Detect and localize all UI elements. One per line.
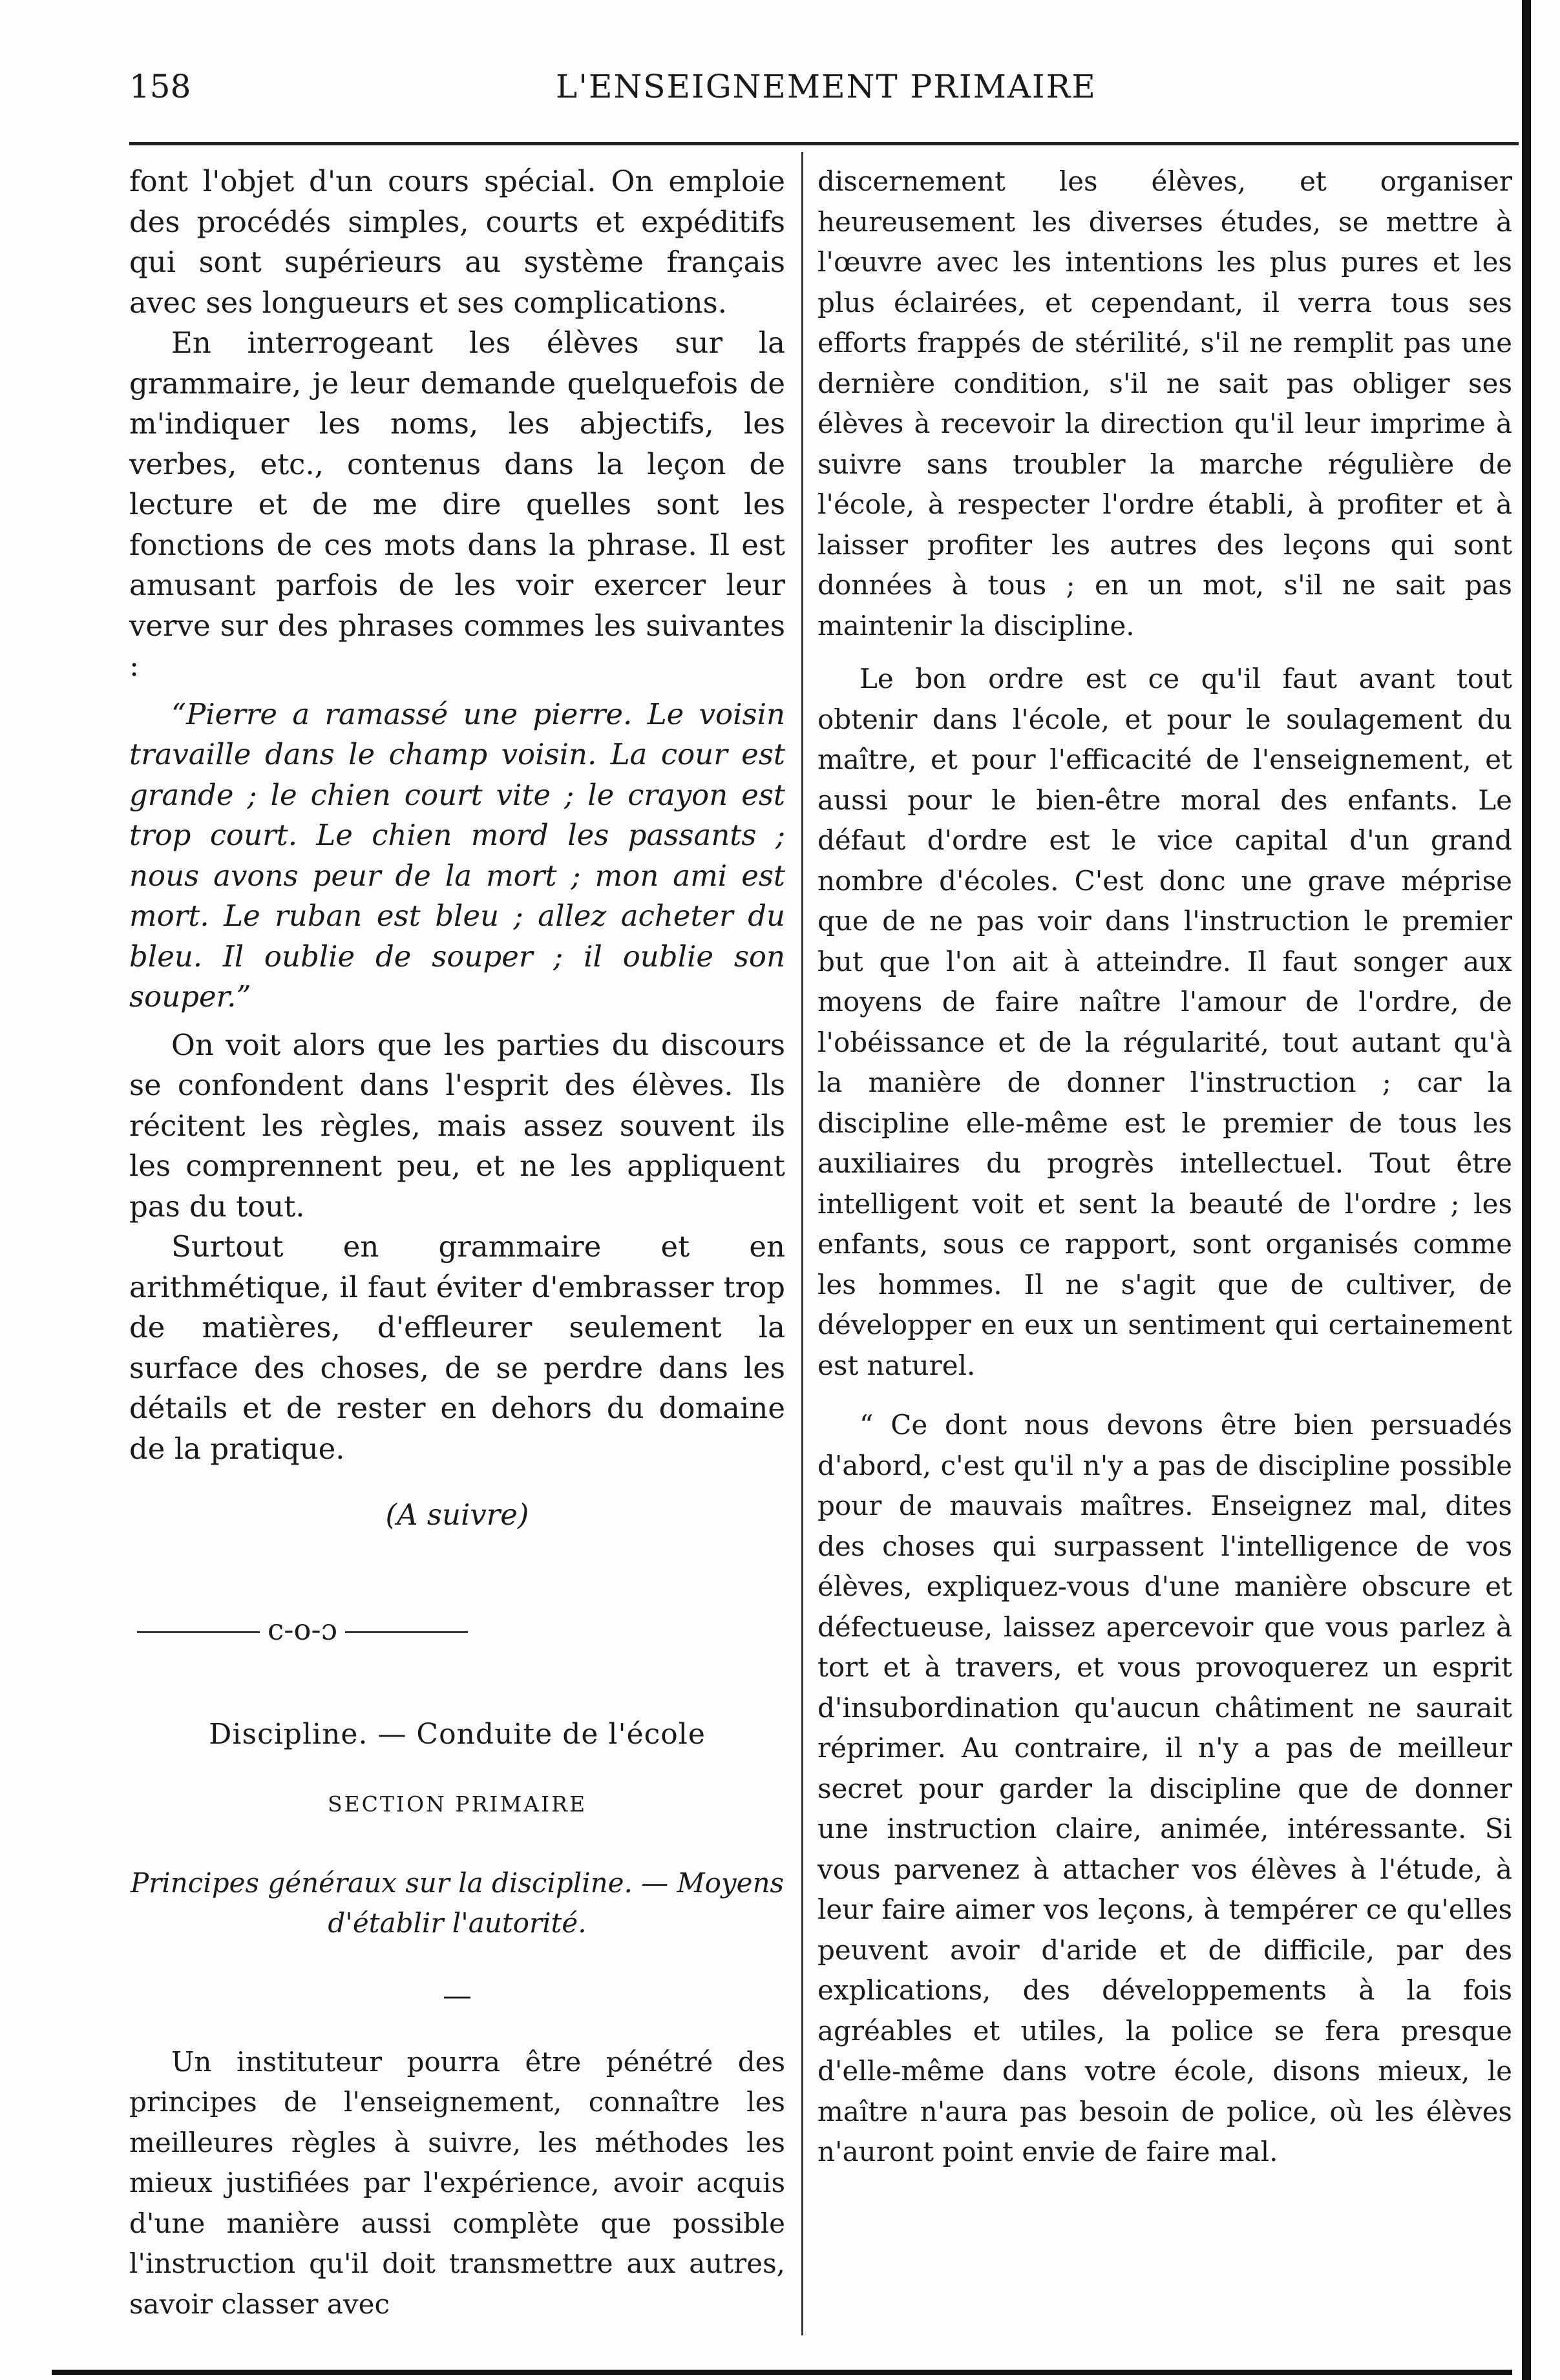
- section-heading: Discipline. — Conduite de l'école: [209, 1718, 706, 1751]
- paragraph: “ Ce dont nous devons être bien persuadés d'abord, c'est qu'il n'y a pas de discipline possible pour de mauvais maîtres. Enseignez mal, dites des choses qui surpassent l'intelligence de vos élèves, expliquez-vous d'une manière obscure et défectueuse, laissez apercevoir que vous parlez à tort et à travers, et vous provoquerez un esprit d'insubordination qu'aucun châtiment ne saurait réprimer. Au contraire, il n'y a pas de meilleur secret pour garder la discipline que de donner une instruction claire, animée, intéressante. Si vous parvenez à attacher vos élèves à l'étude, à leur faire aimer vos leçons, à tempérer ce qu'elles peuvent avoir d'aride et de difficile, par des explications, des développements à la fois agréables et utiles, la police se fera presque d'elle-même dans votre école, disons mieux, le maître n'aura pas besoin de police, où les élèves n'auront point envie de faire mal.: [817, 1409, 1512, 2167]
- header-rule: [129, 142, 1519, 145]
- page-header: [129, 61, 1493, 120]
- section-dash: —: [443, 1978, 472, 2012]
- left-column: [129, 162, 785, 2324]
- paragraph: discernement les élèves, et organiser heureusement les diverses études, se mettre à l'œuvre avec les intentions les plus pures et les plus éclairées, et cependant, il verra tous ses efforts frappés de stérilité, s'il ne remplit pas une dernière condition, s'il ne sait pas obliger ses élèves à recevoir la direction qu'il leur imprime à suivre sans troubler la marche régulière de l'école, à respecter l'ordre établi, à profiter et à laisser profiter les autres des leçons qui sont données à tous ; en un mot, s'il ne sait pas maintenir la discipline.: [817, 165, 1512, 642]
- section-ornament: [129, 1610, 785, 1651]
- right-column: [817, 162, 1512, 2173]
- continuation-note: (A suivre): [385, 1498, 529, 1532]
- example-quote: “Pierre a ramassé une pierre. Le voisin travaille dans le champ voisin. La cour est grande ; le chien court vite ; le crayon est trop court. Le chien mord les passants ; nous avons peur de la mort ; mon ami est mort. Le ruban est bleu ; allez acheter du bleu. Il oublie de souper ; il oublie son souper.”: [129, 696, 785, 1014]
- paragraph: Un instituteur pourra être pénétré des principes de l'enseignement, connaître les meilleures règles à suivre, les méthodes les mieux justifiées par l'expérience, avoir acquis d'une manière aussi complète que possible l'instruction qu'il doit transmettre aux autres, savoir classer avec: [129, 2045, 785, 2320]
- paragraph: Surtout en grammaire et en arithmétique, il faut éviter d'embrasser trop de matières, d'effleurer seulement la surface des choses, de se perdre dans les détails et de rester en dehors du domaine de la pratique.: [129, 1229, 785, 1466]
- page-edge-shadow: [1522, 0, 1531, 2380]
- ornament-rule-left: [137, 1631, 260, 1633]
- ornament-rule-right: [345, 1631, 468, 1633]
- ornament-glyph: c-o-ɔ: [268, 1612, 337, 1647]
- section-subtitle: Principes généraux sur la discipline. — Moyens d'établir l'autorité.: [130, 1867, 785, 1939]
- page-number: 158: [129, 68, 191, 105]
- column-divider: [801, 152, 803, 2335]
- paragraph: En interrogeant les élèves sur la grammaire, je leur demande quelquefois de m'indiquer les noms, les abjectifs, les verbes, etc., contenus dans la leçon de lecture et de me dire quelles sont les fonctions de ces mots dans la phrase. Il est amusant parfois de les voir exercer leur verve sur des phrases commes les suivantes :: [129, 326, 785, 683]
- section-subheading: SECTION PRIMAIRE: [327, 1791, 587, 1817]
- bottom-edge-shadow: [52, 2370, 1512, 2375]
- paragraph: Le bon ordre est ce qu'il faut avant tout obtenir dans l'école, et pour le soulagement du maître, et pour l'efficacité de l'enseignement, et aussi pour le bien-être moral des enfants. Le défaut d'ordre est le vice capital d'un grand nombre d'écoles. C'est donc une grave méprise que de ne pas voir dans l'instruction le premier but que l'on ait à atteindre. Il faut songer aux moyens de faire naître l'amour de l'ordre, de l'obéissance et de la régularité, tout autant qu'à la manière de donner l'instruction ; car la discipline elle-même est le premier de tous les auxiliaires du progrès intellectuel. Tout être intelligent voit et sent la beauté de l'ordre ; les enfants, sous ce rapport, sont organisés comme les hommes. Il ne s'agit que de cultiver, de développer en eux un sentiment qui certainement est naturel.: [817, 663, 1512, 1381]
- paragraph: font l'objet d'un cours spécial. On emploie des procédés simples, courts et expéditifs qui sont supérieurs au système français avec ses longueurs et ses complications.: [129, 164, 785, 320]
- paragraph: On voit alors que les parties du discours se confondent dans l'esprit des élèves. Ils récitent les règles, mais assez souvent ils les comprennent peu, et ne les appliquent pas du tout.: [129, 1027, 785, 1224]
- running-title: L'ENSEIGNEMENT PRIMAIRE: [556, 68, 1097, 105]
